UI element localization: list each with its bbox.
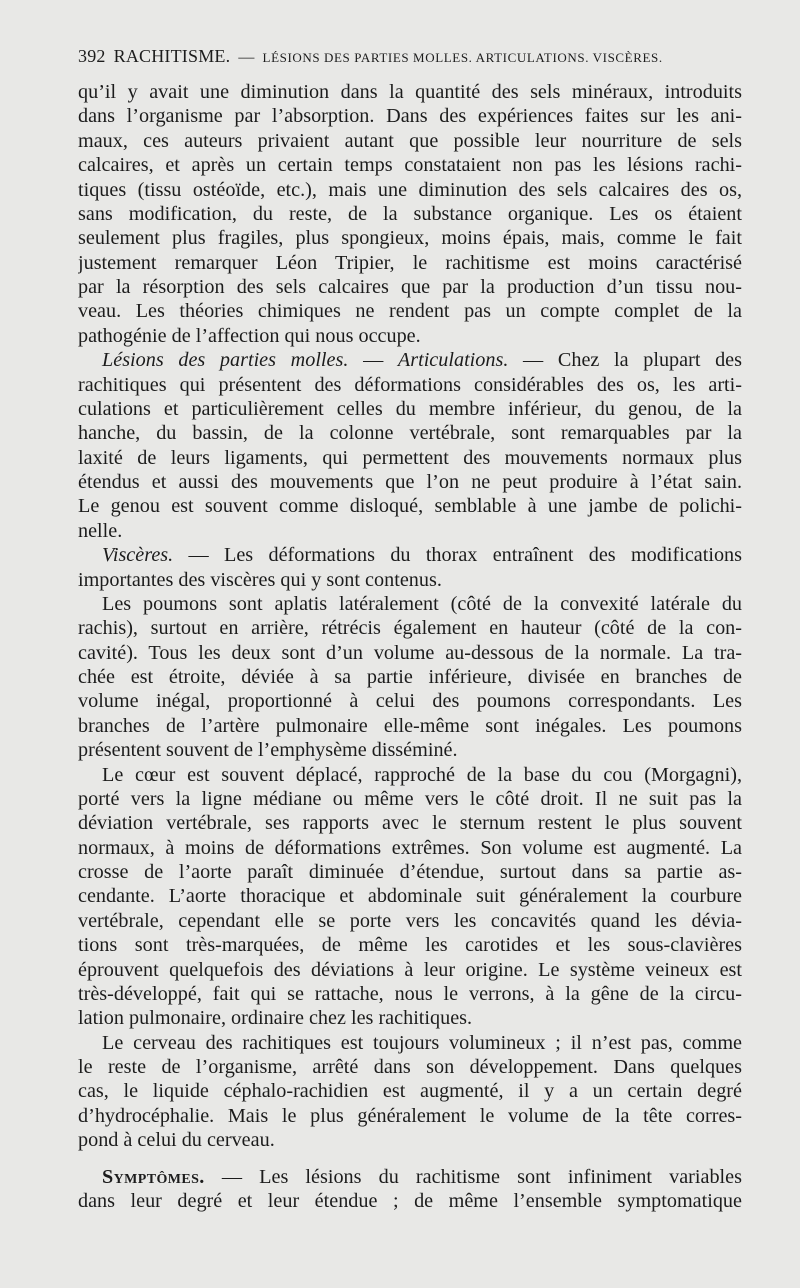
text-line: hanche, du bassin, de la colonne vertébrale, sont remarquables par la [78, 422, 742, 445]
text-line: Le cerveau des rachitiques est toujours volumineux ; il n’est pas, comme [102, 1031, 742, 1054]
line-text: — Les lésions du rachitisme sont infiniment variables [204, 1165, 742, 1188]
text-line: chée est étroite, déviée à sa partie inférieure, divisée en branches de [78, 666, 742, 688]
text-line: présentent souvent de l’emphysème disséminé. [78, 739, 458, 762]
text-line: cavité). Tous les deux sont d’un volume au-dessous de la normale. La tra- [78, 641, 742, 664]
page-number: 392 [78, 46, 106, 66]
text-line: justement remarquer Léon Tripier, le rachitisme est moins caractérisé [78, 251, 742, 274]
text-line: vertébrale, cependant elle se porte vers les concavités quand les dévia- [78, 909, 742, 932]
text-line: tions sont très-marquées, de même les carotides et les sous-clavières [78, 934, 742, 957]
text-line: importantes des viscères qui y sont contenus. [78, 568, 442, 591]
text-line: maux, ces auteurs privaient autant que possible leur nourriture de sels [78, 129, 742, 152]
text-line: seulement plus fragiles, plus spongieux, moins épais, mais, comme le fait [78, 227, 742, 250]
heading-dash: — [348, 349, 398, 372]
text-line: pathogénie de l’affection qui nous occupe. [78, 324, 421, 347]
paragraph-symptomes [78, 1165, 742, 1214]
paragraph-poumons [78, 592, 742, 763]
text-line: Les poumons sont aplatis latéralement (côté de la convexité latérale du [102, 592, 742, 615]
paragraph-visceres [78, 543, 742, 592]
text-line: dans l’organisme par l’absorption. Dans des expériences faites sur les ani- [78, 105, 742, 128]
text-line [78, 1165, 742, 1189]
section-heading-visceres: Viscères. [102, 544, 174, 567]
text-line: normaux, à moins de déformations extrêmes. Son volume est augmenté. La [78, 836, 742, 859]
text-line: très-développé, fait qui se rattache, nous le verrons, à la gêne de la circu- [78, 982, 742, 1005]
text-line: d’hydrocéphalie. Mais le plus généralement le volume de la tête corres- [78, 1104, 742, 1127]
header-title: RACHITISME. [113, 46, 231, 66]
text-line: qu’il y avait une diminution dans la quantité des sels minéraux, introduits [78, 81, 742, 103]
text-line: le reste de l’organisme, arrêté dans son développement. Dans quelques [78, 1056, 742, 1078]
text-line: veau. Les théories chimiques ne rendent pas un compte complet de la [78, 300, 742, 323]
text-line: lation pulmonaire, ordinaire chez les rachitiques. [78, 1007, 473, 1030]
paragraph-lesions [78, 348, 742, 543]
paragraph-coeur [78, 763, 742, 1031]
page-body [78, 80, 742, 1213]
text-line: cas, le liquide céphalo-rachidien est augmenté, il y a un certain degré [78, 1080, 742, 1103]
text-line: sans modification, du reste, de la substance organique. Les os étaient [78, 202, 742, 225]
text-line: rachis), surtout en arrière, rétrécis également en hauteur (côté de la con- [78, 617, 742, 640]
text-line: Le genou est souvent comme disloqué, semblable à une jambe de polichi- [78, 495, 742, 518]
section-heading-lesions: Lésions des parties molles. [102, 349, 349, 372]
text-line: nelle. [78, 519, 123, 542]
text-line: volume inégal, proportionné à celui des poumons correspondants. Les [78, 690, 742, 713]
text-line: rachitiques qui présentent des déformations considérables des os, les arti- [78, 373, 742, 396]
line-text: — Les déformations du thorax entraînent des modifications [173, 544, 742, 567]
text-line: porté vers la ligne médiane ou même vers le côté droit. Il ne suit pas la [78, 787, 742, 810]
paragraph-continuation [78, 80, 742, 348]
text-line: branches de l’artère pulmonaire elle-même sont inégales. Les poumons [78, 714, 742, 737]
section-heading-symptomes: Symptômes. [102, 1165, 205, 1188]
text-line: éprouvent quelquefois des déviations à leur origine. Le système veineux est [78, 958, 742, 981]
section-gap [78, 1153, 742, 1165]
running-header [78, 46, 742, 74]
text-line: calcaires, et après un certain temps constataient non pas les lésions rachi- [78, 154, 742, 177]
text-line: Le cœur est souvent déplacé, rapproché de la base du cou (Morgagni), [102, 763, 742, 786]
text-line: laxité de leurs ligaments, qui permettent des mouvements normaux plus [78, 446, 742, 469]
text-line: déviation vertébrale, ses rapports avec le sternum restent le plus souvent [78, 812, 742, 835]
text-line: par la résorption des sels calcaires que par la production d’un tissu nou- [78, 276, 742, 298]
header-subtitle: LÉSIONS DES PARTIES MOLLES. ARTICULATIONS. VISCÈRES. [262, 50, 663, 65]
paragraph-cerveau [78, 1031, 742, 1153]
text-line: crosse de l’aorte paraît diminuée d’étendue, surtout dans sa partie as- [78, 861, 742, 883]
text-line: cendante. L’aorte thoracique et abdominale suit généralement la courbure [78, 885, 742, 908]
text-line [78, 348, 742, 372]
section-heading-articulations: Articulations. [397, 349, 509, 372]
text-line: pond à celui du cerveau. [78, 1129, 275, 1152]
header-separator: — [238, 49, 255, 66]
text-line: dans leur degré et leur étendue ; de même l’ensemble symptomatique [78, 1189, 742, 1212]
text-line: tiques (tissu ostéoïde, etc.), mais une diminution des sels calcaires des os, [78, 178, 742, 201]
text-line: étendus et aussi des mouvements que l’on ne peut produire à l’état sain. [78, 471, 742, 493]
text-line: culations et particulièrement celles du membre inférieur, du genou, de la [78, 397, 742, 420]
text-line [78, 543, 742, 567]
line-text: — Chez la plupart des [508, 349, 742, 372]
